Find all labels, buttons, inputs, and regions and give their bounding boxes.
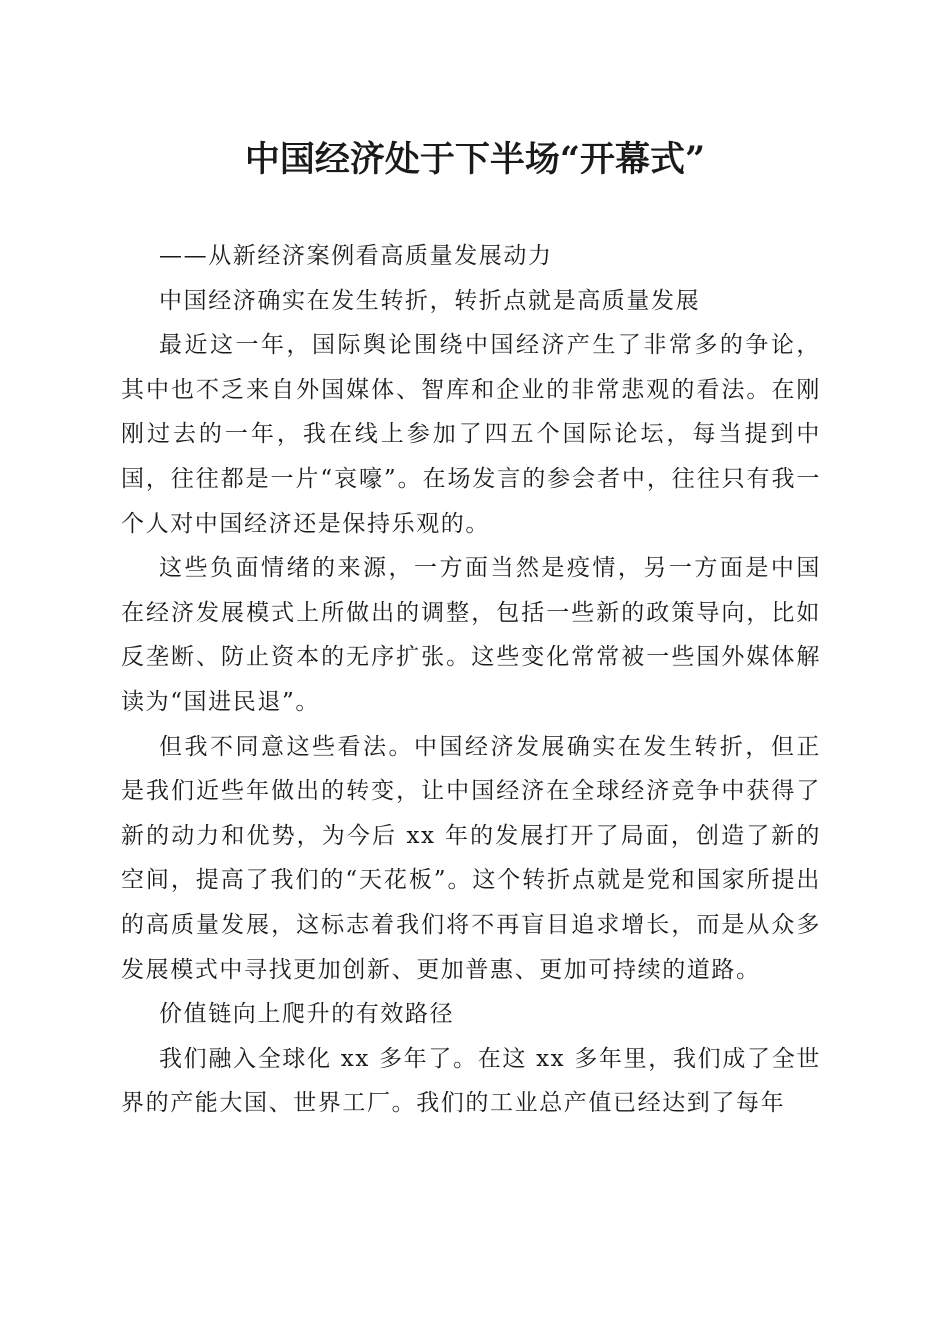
document-body — [121, 234, 821, 1126]
paragraph: 最近这一年，国际舆论围绕中国经济产生了非常多的争论，其中也不乏来自外国媒体、智库和企业的非常悲观的看法。在刚刚过去的一年，我在线上参加了四五个国际论坛，每当提到中国，往往都是一片“哀嚎”。在场发言的参会者中，往往只有我一个人对中国经济还是保持乐观的。 — [121, 332, 821, 537]
section-heading: 中国经济确实在发生转折，转折点就是高质量发展 — [159, 287, 701, 314]
document-title: 中国经济处于下半场“开幕式” — [244, 139, 706, 180]
paragraph: 但我不同意这些看法。中国经济发展确实在发生转折，但正是我们近些年做出的转变，让中国经济在全球经济竞争中获得了新的动力和优势，为今后 xx 年的发展打开了局面，创造了新的空间，提高了我们的“天花板”。这个转折点就是党和国家所提出的高质量发展，这标志着我们将不再盲目追求增长，而是从众多发展模式中寻找更加创新、更加普惠、更加可持续的道路。 — [121, 733, 821, 983]
paragraph: 我们融入全球化 xx 多年了。在这 xx 多年里，我们成了全世界的产能大国、世界工厂。我们的工业总产值已经达到了每年 — [121, 1045, 821, 1117]
paragraph: 这些负面情绪的来源，一方面当然是疫情，另一方面是中国在经济发展模式上所做出的调整，包括一些新的政策导向，比如反垄断、防止资本的无序扩张。这些变化常常被一些国外媒体解读为“国进民退”。 — [121, 555, 821, 715]
subtitle: ——从新经济案例看高质量发展动力 — [159, 243, 553, 269]
section-heading: 价值链向上爬升的有效路径 — [159, 1001, 455, 1028]
